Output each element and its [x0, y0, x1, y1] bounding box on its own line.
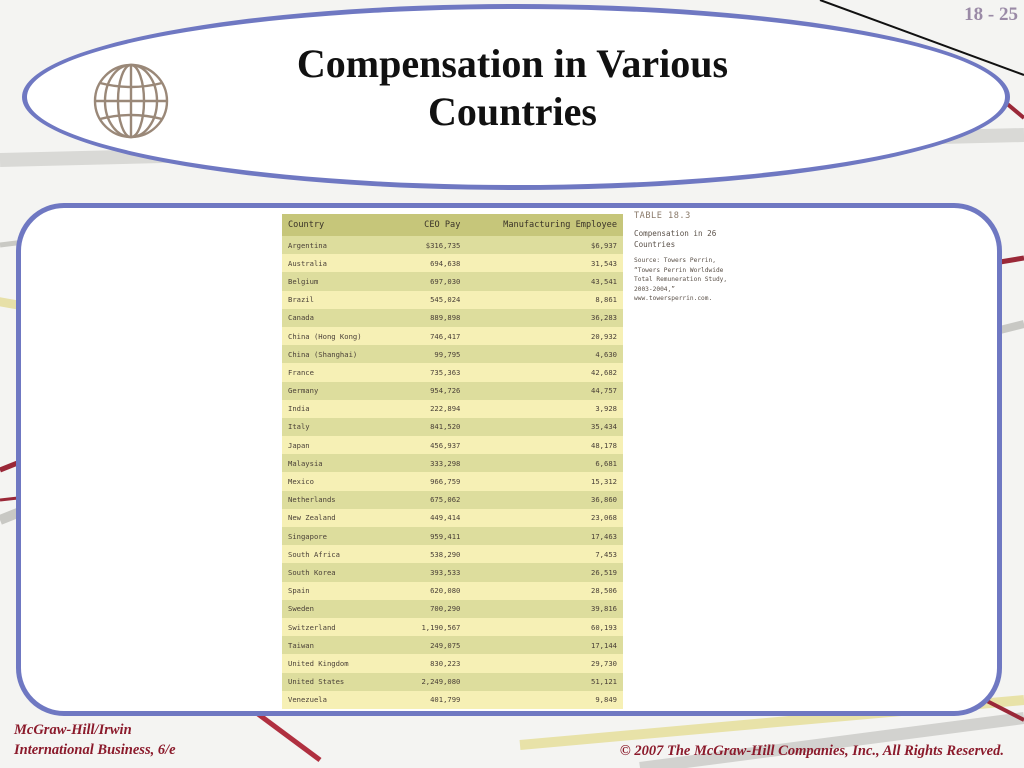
cell-ceo-pay: $316,735 — [403, 236, 467, 254]
cell-country: China (Shanghai) — [282, 345, 403, 363]
table-row — [282, 582, 623, 600]
cell-ceo-pay: 620,080 — [403, 582, 467, 600]
cell-manufacturing-employee: 23,068 — [466, 509, 623, 527]
table-row — [282, 600, 623, 618]
header-manufacturing-employee: Manufacturing Employee — [466, 214, 623, 236]
caption-source: Source: Towers Perrin, “Towers Perrin Worldwide Total Remuneration Study, 2003-2004,” www.towersperrin.com. — [634, 257, 728, 302]
caption-subtitle: Compensation in 26 Countries — [634, 229, 717, 249]
cell-country: Taiwan — [282, 636, 403, 654]
compensation-table-container — [282, 214, 623, 709]
table-row — [282, 509, 623, 527]
cell-manufacturing-employee: 8,861 — [466, 291, 623, 309]
cell-country: Germany — [282, 382, 403, 400]
cell-ceo-pay: 959,411 — [403, 527, 467, 545]
cell-country: Argentina — [282, 236, 403, 254]
cell-manufacturing-employee: 51,121 — [466, 673, 623, 691]
cell-manufacturing-employee: 15,312 — [466, 472, 623, 490]
cell-country: United Kingdom — [282, 654, 403, 672]
table-row — [282, 236, 623, 254]
cell-ceo-pay: 746,417 — [403, 327, 467, 345]
table-row — [282, 563, 623, 581]
cell-country: South Africa — [282, 545, 403, 563]
table-row — [282, 618, 623, 636]
cell-country: France — [282, 363, 403, 381]
table-row — [282, 418, 623, 436]
footer-left — [14, 720, 176, 760]
cell-manufacturing-employee: 26,519 — [466, 563, 623, 581]
cell-country: China (Hong Kong) — [282, 327, 403, 345]
footer-copyright: © 2007 The McGraw-Hill Companies, Inc., All Rights Reserved. — [619, 743, 1004, 759]
cell-country: Sweden — [282, 600, 403, 618]
cell-ceo-pay: 99,795 — [403, 345, 467, 363]
cell-ceo-pay: 545,024 — [403, 291, 467, 309]
table-row — [282, 636, 623, 654]
table-row — [282, 309, 623, 327]
cell-ceo-pay: 222,894 — [403, 400, 467, 418]
table-row — [282, 673, 623, 691]
cell-ceo-pay: 830,223 — [403, 654, 467, 672]
table-row — [282, 436, 623, 454]
cell-country: Canada — [282, 309, 403, 327]
caption-label: TABLE 18.3 — [634, 211, 691, 221]
cell-ceo-pay: 393,533 — [403, 563, 467, 581]
cell-country: United States — [282, 673, 403, 691]
cell-manufacturing-employee: 7,453 — [466, 545, 623, 563]
cell-manufacturing-employee: 17,144 — [466, 636, 623, 654]
compensation-table — [282, 214, 623, 709]
cell-ceo-pay: 841,520 — [403, 418, 467, 436]
cell-country: Malaysia — [282, 454, 403, 472]
table-body — [282, 236, 623, 709]
table-row — [282, 400, 623, 418]
cell-manufacturing-employee: 6,681 — [466, 454, 623, 472]
cell-country: Netherlands — [282, 491, 403, 509]
cell-country: Belgium — [282, 272, 403, 290]
cell-country: New Zealand — [282, 509, 403, 527]
cell-ceo-pay: 449,414 — [403, 509, 467, 527]
cell-manufacturing-employee: 3,928 — [466, 400, 623, 418]
slide-title: Compensation in Various Countries — [296, 41, 729, 134]
cell-ceo-pay: 966,759 — [403, 472, 467, 490]
cell-ceo-pay: 538,290 — [403, 545, 467, 563]
cell-manufacturing-employee: 9,849 — [466, 691, 623, 709]
table-row — [282, 472, 623, 490]
cell-country: Switzerland — [282, 618, 403, 636]
table-row — [282, 363, 623, 381]
cell-manufacturing-employee: 43,541 — [466, 272, 623, 290]
table-row — [282, 254, 623, 272]
cell-country: South Korea — [282, 563, 403, 581]
slide-number: 18 - 25 — [964, 4, 1018, 25]
table-caption — [634, 211, 744, 304]
table-row — [282, 345, 623, 363]
cell-manufacturing-employee: 48,178 — [466, 436, 623, 454]
table-header-row — [282, 214, 623, 236]
cell-ceo-pay: 694,638 — [403, 254, 467, 272]
cell-manufacturing-employee: 31,543 — [466, 254, 623, 272]
table-row — [282, 382, 623, 400]
cell-ceo-pay: 697,030 — [403, 272, 467, 290]
cell-manufacturing-employee: 28,506 — [466, 582, 623, 600]
cell-manufacturing-employee: 36,860 — [466, 491, 623, 509]
footer-book: International Business, 6/e — [14, 742, 176, 758]
cell-ceo-pay: 249,075 — [403, 636, 467, 654]
cell-ceo-pay: 1,190,567 — [403, 618, 467, 636]
cell-country: Spain — [282, 582, 403, 600]
cell-manufacturing-employee: 35,434 — [466, 418, 623, 436]
cell-ceo-pay: 675,062 — [403, 491, 467, 509]
cell-manufacturing-employee: 20,932 — [466, 327, 623, 345]
cell-ceo-pay: 456,937 — [403, 436, 467, 454]
cell-ceo-pay: 735,363 — [403, 363, 467, 381]
cell-country: Venezuela — [282, 691, 403, 709]
cell-ceo-pay: 700,290 — [403, 600, 467, 618]
table-row — [282, 454, 623, 472]
cell-manufacturing-employee: 36,283 — [466, 309, 623, 327]
cell-ceo-pay: 333,298 — [403, 454, 467, 472]
cell-manufacturing-employee: 39,816 — [466, 600, 623, 618]
table-row — [282, 327, 623, 345]
header-ceo-pay: CEO Pay — [403, 214, 467, 236]
cell-ceo-pay: 954,726 — [403, 382, 467, 400]
cell-manufacturing-employee: 42,682 — [466, 363, 623, 381]
cell-ceo-pay: 401,799 — [403, 691, 467, 709]
cell-country: Japan — [282, 436, 403, 454]
cell-manufacturing-employee: 29,730 — [466, 654, 623, 672]
cell-manufacturing-employee: 4,630 — [466, 345, 623, 363]
cell-country: Mexico — [282, 472, 403, 490]
footer-publisher: McGraw-Hill/Irwin — [14, 722, 132, 738]
cell-manufacturing-employee: 17,463 — [466, 527, 623, 545]
cell-country: Singapore — [282, 527, 403, 545]
cell-country: Brazil — [282, 291, 403, 309]
cell-country: Italy — [282, 418, 403, 436]
cell-ceo-pay: 2,249,080 — [403, 673, 467, 691]
table-row — [282, 691, 623, 709]
header-country: Country — [282, 214, 403, 236]
cell-country: India — [282, 400, 403, 418]
cell-ceo-pay: 889,898 — [403, 309, 467, 327]
table-row — [282, 545, 623, 563]
cell-manufacturing-employee: $6,937 — [466, 236, 623, 254]
globe-icon — [88, 58, 174, 144]
table-row — [282, 527, 623, 545]
cell-manufacturing-employee: 44,757 — [466, 382, 623, 400]
table-row — [282, 272, 623, 290]
cell-manufacturing-employee: 60,193 — [466, 618, 623, 636]
table-row — [282, 291, 623, 309]
table-row — [282, 491, 623, 509]
table-row — [282, 654, 623, 672]
cell-country: Australia — [282, 254, 403, 272]
